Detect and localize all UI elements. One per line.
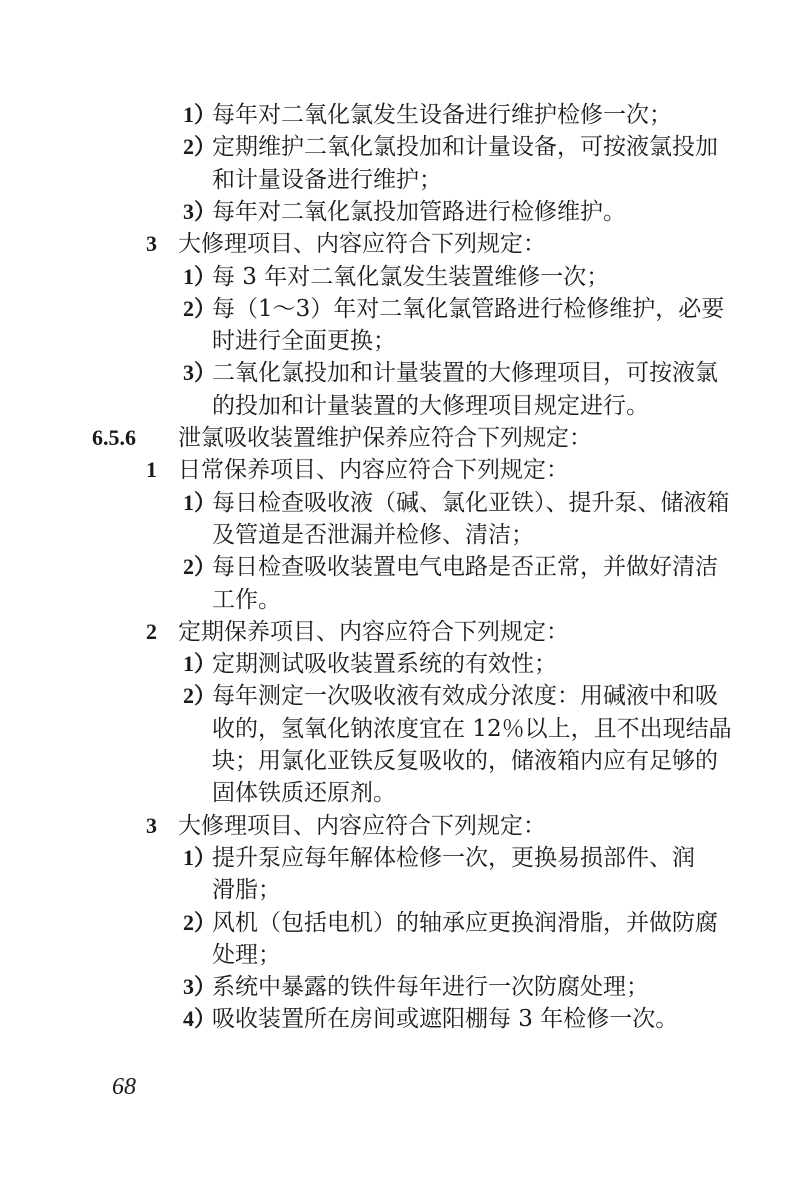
item-marker: 1）	[183, 489, 217, 515]
item-text: 的投加和计量装置的大修理项目规定进行。	[212, 392, 649, 419]
item-text: 大修理项目、内容应符合下列规定：	[178, 812, 546, 839]
item-marker: 4）	[183, 1006, 217, 1032]
item-marker: 3	[146, 812, 157, 838]
item-text: 处理；	[212, 941, 281, 968]
item-text: 每（1～3）年对二氧化氯管路进行检修维护，必要	[212, 295, 725, 322]
item-marker: 2）	[183, 554, 217, 580]
item-marker: 1）	[183, 651, 217, 677]
item-text: 工作。	[212, 586, 281, 613]
item-text: 泄氯吸收装置维护保养应符合下列规定：	[178, 425, 592, 451]
item-marker: 2）	[183, 909, 217, 935]
item-text: 每年测定一次吸收液有效成分浓度：用碱液中和吸	[212, 683, 718, 710]
item-text: 块；用氯化亚铁反复吸收的，储液箱内应有足够的	[212, 748, 718, 774]
item-text: 定期保养项目、内容应符合下列规定：	[178, 618, 569, 645]
item-text: 每年对二氧化氯发生设备进行维护检修一次；	[212, 102, 672, 128]
item-marker: 2	[146, 618, 157, 644]
item-marker: 1）	[183, 263, 217, 289]
item-text: 收的，氢氧化钠浓度宜在 12％以上，且不出现结晶	[212, 715, 732, 742]
item-text: 吸收装置所在房间或遮阳棚每 3 年检修一次。	[212, 1006, 679, 1033]
item-marker: 2）	[183, 295, 217, 321]
item-marker: 1）	[183, 102, 217, 127]
item-text: 每日检查吸收液（碱、氯化亚铁）、提升泵、储液箱	[212, 489, 730, 516]
item-marker: 3	[146, 231, 157, 257]
item-text: 大修理项目、内容应符合下列规定：	[178, 231, 546, 258]
item-text: 滑脂；	[212, 877, 281, 904]
item-text: 固体铁质还原剂。	[212, 780, 396, 807]
item-text: 定期维护二氧化氯投加和计量设备，可按液氯投加	[212, 134, 718, 161]
item-text: 定期测试吸收装置系统的有效性；	[212, 651, 557, 678]
item-marker: 1	[146, 457, 157, 483]
item-text: 日常保养项目、内容应符合下列规定：	[178, 457, 569, 484]
item-text: 提升泵应每年解体检修一次，更换易损部件、润	[212, 844, 695, 871]
item-text: 每日检查吸收装置电气电路是否正常，并做好清洁	[212, 554, 718, 581]
item-marker: 1）	[183, 844, 217, 870]
item-text: 系统中暴露的铁件每年进行一次防腐处理；	[212, 974, 649, 1001]
item-text: 和计量设备进行维护；	[212, 166, 442, 193]
item-text: 二氧化氯投加和计量装置的大修理项目，可按液氯	[212, 360, 718, 387]
item-marker: 2）	[183, 683, 217, 709]
item-text: 风机（包括电机）的轴承应更换润滑脂，并做防腐	[212, 909, 718, 936]
item-marker: 6.5.6	[92, 425, 136, 450]
item-text: 每年对二氧化氯投加管路进行检修维护。	[212, 198, 626, 225]
item-marker: 3）	[183, 974, 217, 1000]
page-number: 68	[112, 1074, 136, 1100]
item-marker: 3）	[183, 198, 217, 224]
item-marker: 3）	[183, 360, 217, 386]
item-marker: 2）	[183, 134, 217, 160]
item-text: 及管道是否泄漏并检修、清洁；	[212, 521, 534, 548]
item-text: 时进行全面更换；	[212, 328, 396, 355]
item-text: 每 3 年对二氧化氯发生装置维修一次；	[212, 263, 610, 290]
